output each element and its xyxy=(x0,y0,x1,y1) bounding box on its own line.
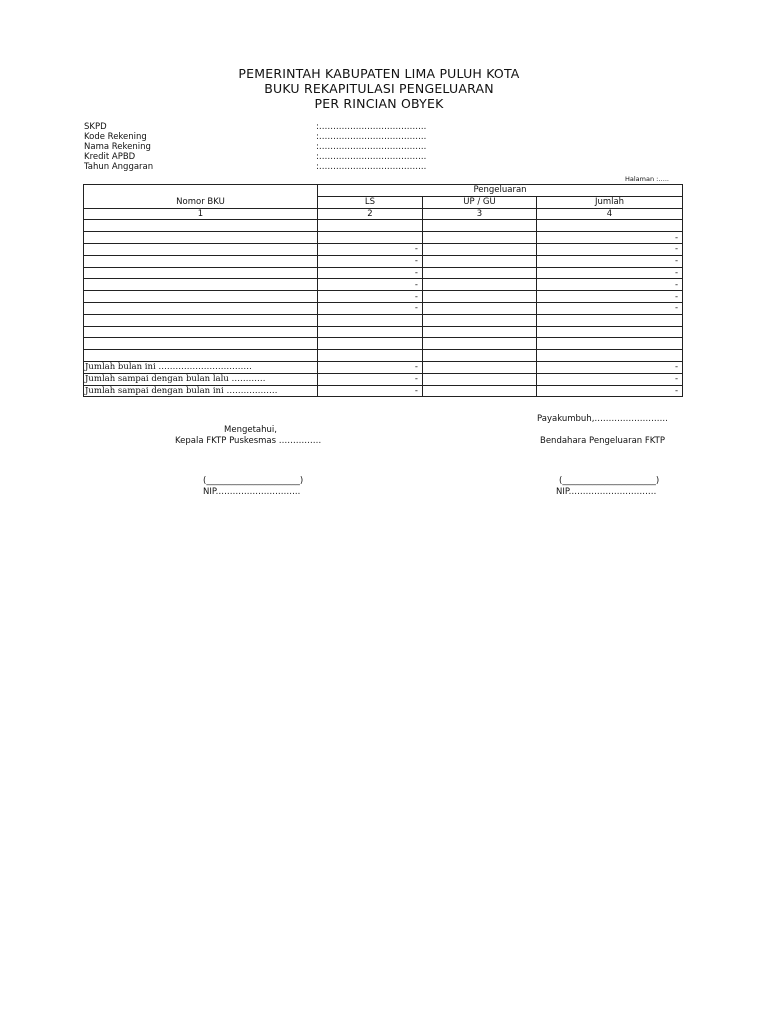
jumlah-cell xyxy=(537,220,683,232)
jumlah-cell: - xyxy=(537,302,683,314)
jumlah-cell: - xyxy=(537,291,683,303)
ls-cell xyxy=(318,220,423,232)
table-row xyxy=(84,267,683,279)
header-title: PEMERINTAH KABUPATEN LIMA PULUH KOTA xyxy=(238,66,520,81)
left-signature-nip: NIP.……………………….. xyxy=(203,487,301,497)
jumlah-cell: - xyxy=(537,267,683,279)
bendahara-label: Bendahara Pengeluaran FKTP xyxy=(540,436,665,446)
table-header-row xyxy=(84,185,683,197)
place-date: Payakumbuh,…………………….. xyxy=(537,414,668,424)
nomor-bku-cell xyxy=(84,220,318,232)
nomor-bku-cell xyxy=(84,243,318,255)
meta-value-tahun-anggaran: :……………………………….. xyxy=(316,162,427,172)
upgu-cell xyxy=(423,232,537,244)
upgu-cell xyxy=(423,291,537,303)
meta-value-skpd: :……………………………….. xyxy=(316,122,427,132)
ls-cell xyxy=(318,350,423,362)
ls-header: LS xyxy=(318,196,423,208)
table-row xyxy=(84,326,683,338)
jumlah-header: Jumlah xyxy=(537,196,683,208)
jumlah-cell xyxy=(537,338,683,350)
header-subtitle-2: PER RINCIAN OBYEK xyxy=(314,96,444,111)
right-signature-name: (______________________) xyxy=(559,476,660,486)
table-header-row xyxy=(84,196,683,208)
jumlah-cell: - xyxy=(537,232,683,244)
total-label: Jumlah sampai dengan bulan ini ……………… xyxy=(84,385,318,397)
upgu-cell xyxy=(423,302,537,314)
nomor-bku-cell xyxy=(84,338,318,350)
table-row xyxy=(84,291,683,303)
total-jumlah-cell: - xyxy=(537,373,683,385)
jumlah-cell: - xyxy=(537,255,683,267)
table-row xyxy=(84,243,683,255)
meta-label-skpd: SKPD xyxy=(84,122,107,132)
pengeluaran-header: Pengeluaran xyxy=(318,185,683,197)
ls-cell: - xyxy=(318,279,423,291)
mengetahui-label: Mengetahui, xyxy=(224,425,277,435)
nomor-bku-cell xyxy=(84,302,318,314)
nomor-bku-cell xyxy=(84,232,318,244)
ls-cell xyxy=(318,326,423,338)
left-signature-name: (______________________) xyxy=(203,476,304,486)
table-row xyxy=(84,350,683,362)
upgu-cell xyxy=(423,326,537,338)
upgu-cell xyxy=(423,267,537,279)
nomor-bku-cell xyxy=(84,350,318,362)
total-upgu-cell xyxy=(423,385,537,397)
table-row xyxy=(84,255,683,267)
nomor-bku-cell xyxy=(84,314,318,326)
ls-cell: - xyxy=(318,291,423,303)
upgu-header: UP / GU xyxy=(423,196,537,208)
total-ls-cell: - xyxy=(318,385,423,397)
upgu-cell xyxy=(423,350,537,362)
jumlah-cell: - xyxy=(537,279,683,291)
jumlah-cell: - xyxy=(537,243,683,255)
meta-label-kode-rekening: Kode Rekening xyxy=(84,132,147,142)
meta-label-tahun-anggaran: Tahun Anggaran xyxy=(84,162,154,172)
column-number-4: 4 xyxy=(537,208,683,220)
meta-label-nama-rekening: Nama Rekening xyxy=(84,142,151,152)
column-number-1: 1 xyxy=(84,208,318,220)
page-number: Halaman :….. xyxy=(625,175,669,183)
upgu-cell xyxy=(423,220,537,232)
total-jumlah-cell: - xyxy=(537,361,683,373)
ls-cell xyxy=(318,314,423,326)
total-jumlah-cell: - xyxy=(537,385,683,397)
upgu-cell xyxy=(423,243,537,255)
meta-value-kredit-apbd: :……………………………….. xyxy=(316,152,427,162)
total-label: Jumlah sampai dengan bulan lalu ………… xyxy=(84,373,318,385)
nomor-bku-header-cell xyxy=(84,185,318,197)
upgu-cell xyxy=(423,314,537,326)
kepala-puskesmas-label: Kepala FKTP Puskesmas …………… xyxy=(175,436,322,446)
nomor-bku-header: Nomor BKU xyxy=(84,196,318,208)
total-label: Jumlah bulan ini …………………………… xyxy=(84,361,318,373)
total-row xyxy=(84,361,683,373)
ls-cell xyxy=(318,338,423,350)
jumlah-cell xyxy=(537,350,683,362)
total-ls-cell: - xyxy=(318,361,423,373)
nomor-bku-cell xyxy=(84,291,318,303)
ls-cell: - xyxy=(318,267,423,279)
nomor-bku-cell xyxy=(84,255,318,267)
table-row xyxy=(84,314,683,326)
meta-value-kode-rekening: :……………………………….. xyxy=(316,132,427,142)
table-row xyxy=(84,279,683,291)
total-ls-cell: - xyxy=(318,373,423,385)
ls-cell xyxy=(318,232,423,244)
column-number-row xyxy=(84,208,683,220)
ls-cell: - xyxy=(318,302,423,314)
nomor-bku-cell xyxy=(84,279,318,291)
table-row xyxy=(84,220,683,232)
upgu-cell xyxy=(423,255,537,267)
upgu-cell xyxy=(423,279,537,291)
upgu-cell xyxy=(423,338,537,350)
table-row xyxy=(84,302,683,314)
nomor-bku-cell xyxy=(84,326,318,338)
ls-cell: - xyxy=(318,243,423,255)
table-row xyxy=(84,338,683,350)
jumlah-cell xyxy=(537,326,683,338)
jumlah-cell xyxy=(537,314,683,326)
column-number-2: 2 xyxy=(318,208,423,220)
total-upgu-cell xyxy=(423,373,537,385)
header-subtitle: BUKU REKAPITULASI PENGELUARAN xyxy=(264,81,494,96)
meta-label-kredit-apbd: Kredit APBD xyxy=(84,152,136,162)
ls-cell: - xyxy=(318,255,423,267)
right-signature-nip: NIP.………………………… xyxy=(556,487,657,497)
total-upgu-cell xyxy=(423,361,537,373)
table-row xyxy=(84,232,683,244)
total-row xyxy=(84,385,683,397)
total-row xyxy=(84,373,683,385)
recap-table xyxy=(83,184,683,397)
meta-value-nama-rekening: :……………………………….. xyxy=(316,142,427,152)
column-number-3: 3 xyxy=(423,208,537,220)
nomor-bku-cell xyxy=(84,267,318,279)
